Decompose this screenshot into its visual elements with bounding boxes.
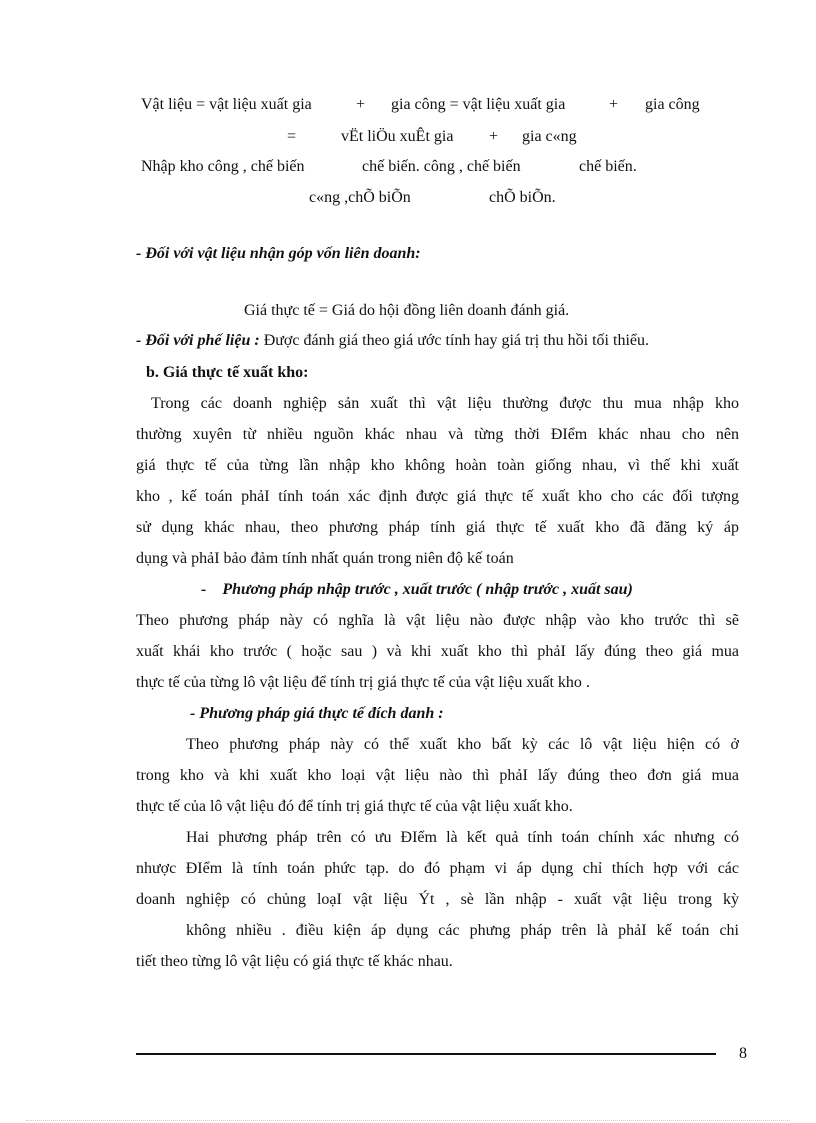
para1-line3: giá thực tế của từng lần nhập kho không hoàn toàn giống nhau, vì thế khi xuất bbox=[136, 457, 739, 474]
phe-lieu-label: - Đối với phế liệu : bbox=[136, 332, 260, 349]
para3-line1: Theo phương pháp này có thể xuất kho bất kỳ các lô vật liệu hiện có ở bbox=[186, 736, 739, 753]
phe-lieu-line bbox=[136, 331, 649, 351]
para1-line1: Trong các doanh nghiệp sản xuất thì vật liệu thường được thu mua nhập kho bbox=[151, 395, 739, 412]
para2-line2: xuất khái kho trước ( hoặc sau ) và khi xuất kho thì phảI lấy đúng theo giá mua bbox=[136, 643, 739, 660]
formula-row2-a: vËt liÖu xuÊt gia bbox=[341, 128, 454, 145]
para3-line3: thực tế của lô vật liệu đó để tính trị giá thực tế của vật liệu xuất kho. bbox=[136, 798, 573, 815]
formula-row1-plus1: + bbox=[356, 96, 366, 113]
heading-gop-von: - Đối với vật liệu nhận góp vốn liên doanh: bbox=[136, 245, 421, 262]
phe-lieu-text: Được đánh giá theo giá ước tính hay giá trị thu hồi tối thiểu. bbox=[259, 332, 649, 349]
formula-row3-a: Nhập kho công , chế biến bbox=[141, 158, 305, 175]
para3-line2: trong kho và khi xuất kho loại vật liệu nào thì phảI lấy đúng theo đơn giá mua bbox=[136, 767, 739, 784]
formula-row2-plus: + bbox=[489, 128, 499, 145]
footer-rule bbox=[136, 1053, 716, 1055]
para2-line3: thực tế của từng lô vật liệu để tính trị giá thực tế của vật liệu xuất kho . bbox=[136, 674, 590, 691]
formula-row3-b: chế biến. công , chế biến bbox=[362, 158, 521, 175]
para2-line1: Theo phương pháp này có nghĩa là vật liệu nào được nhập vào kho trước thì sẽ bbox=[136, 612, 739, 629]
para4-line1: Hai phương pháp trên có ưu ĐIểm là kết quả tính toán chính xác nhưng có bbox=[186, 829, 739, 846]
method1-heading: - Phương pháp nhập trước , xuất trước ( nhập trước , xuất sau) bbox=[201, 581, 633, 598]
formula-row2-eq: = bbox=[287, 128, 297, 145]
formula-row1-c: gia công bbox=[645, 96, 700, 113]
formula-row4-b: chÕ biÕn. bbox=[489, 189, 556, 206]
para4-line2: nhược ĐIểm là tính toán phức tạp. do đó phạm vi áp dụng chỉ thích hợp với các bbox=[136, 860, 739, 877]
page-number: 8 bbox=[739, 1045, 747, 1062]
page-bottom-dotted-border bbox=[26, 1120, 790, 1121]
method2-heading: - Phương pháp giá thực tế đích danh : bbox=[190, 705, 444, 722]
para4-line4: không nhiều . điều kiện áp dụng các phưng pháp trên là phảI kế toán chi bbox=[186, 922, 739, 939]
formula-row2-b: gia c«ng bbox=[522, 128, 577, 145]
para1-line2: thường xuyên từ nhiều nguồn khác nhau và từng thời ĐIểm khác nhau cho nên bbox=[136, 426, 739, 443]
para1-line6: dụng và phảI bảo đảm tính nhất quán trong niên độ kế toán bbox=[136, 550, 514, 567]
formula-row4-a: c«ng ,chÕ biÕn bbox=[309, 189, 411, 206]
formula-row3-c: chế biến. bbox=[579, 158, 637, 175]
gop-von-formula: Giá thực tế = Giá do hội đồng liên doanh đánh giá. bbox=[244, 302, 570, 319]
formula-row1-b: gia công = vật liệu xuất gia bbox=[391, 96, 566, 113]
formula-row1-a: Vật liệu = vật liệu xuất gia bbox=[141, 96, 312, 113]
para1-line4: kho , kế toán phảI tính toán xác định được giá thực tế xuất kho cho các đối tượng bbox=[136, 488, 739, 505]
formula-row1-plus2: + bbox=[609, 96, 619, 113]
para1-line5: sử dụng khác nhau, theo phương pháp tính giá thực tế xuất kho đã đăng ký áp bbox=[136, 519, 739, 536]
heading-b: b. Giá thực tế xuất kho: bbox=[146, 364, 309, 381]
para4-line3: doanh nghiệp có chủng loạI vật liệu Ýt , sè lần nhập - xuất vật liệu trong kỳ bbox=[136, 891, 739, 908]
para4-line5: tiết theo từng lô vật liệu có giá thực tế khác nhau. bbox=[136, 953, 453, 970]
